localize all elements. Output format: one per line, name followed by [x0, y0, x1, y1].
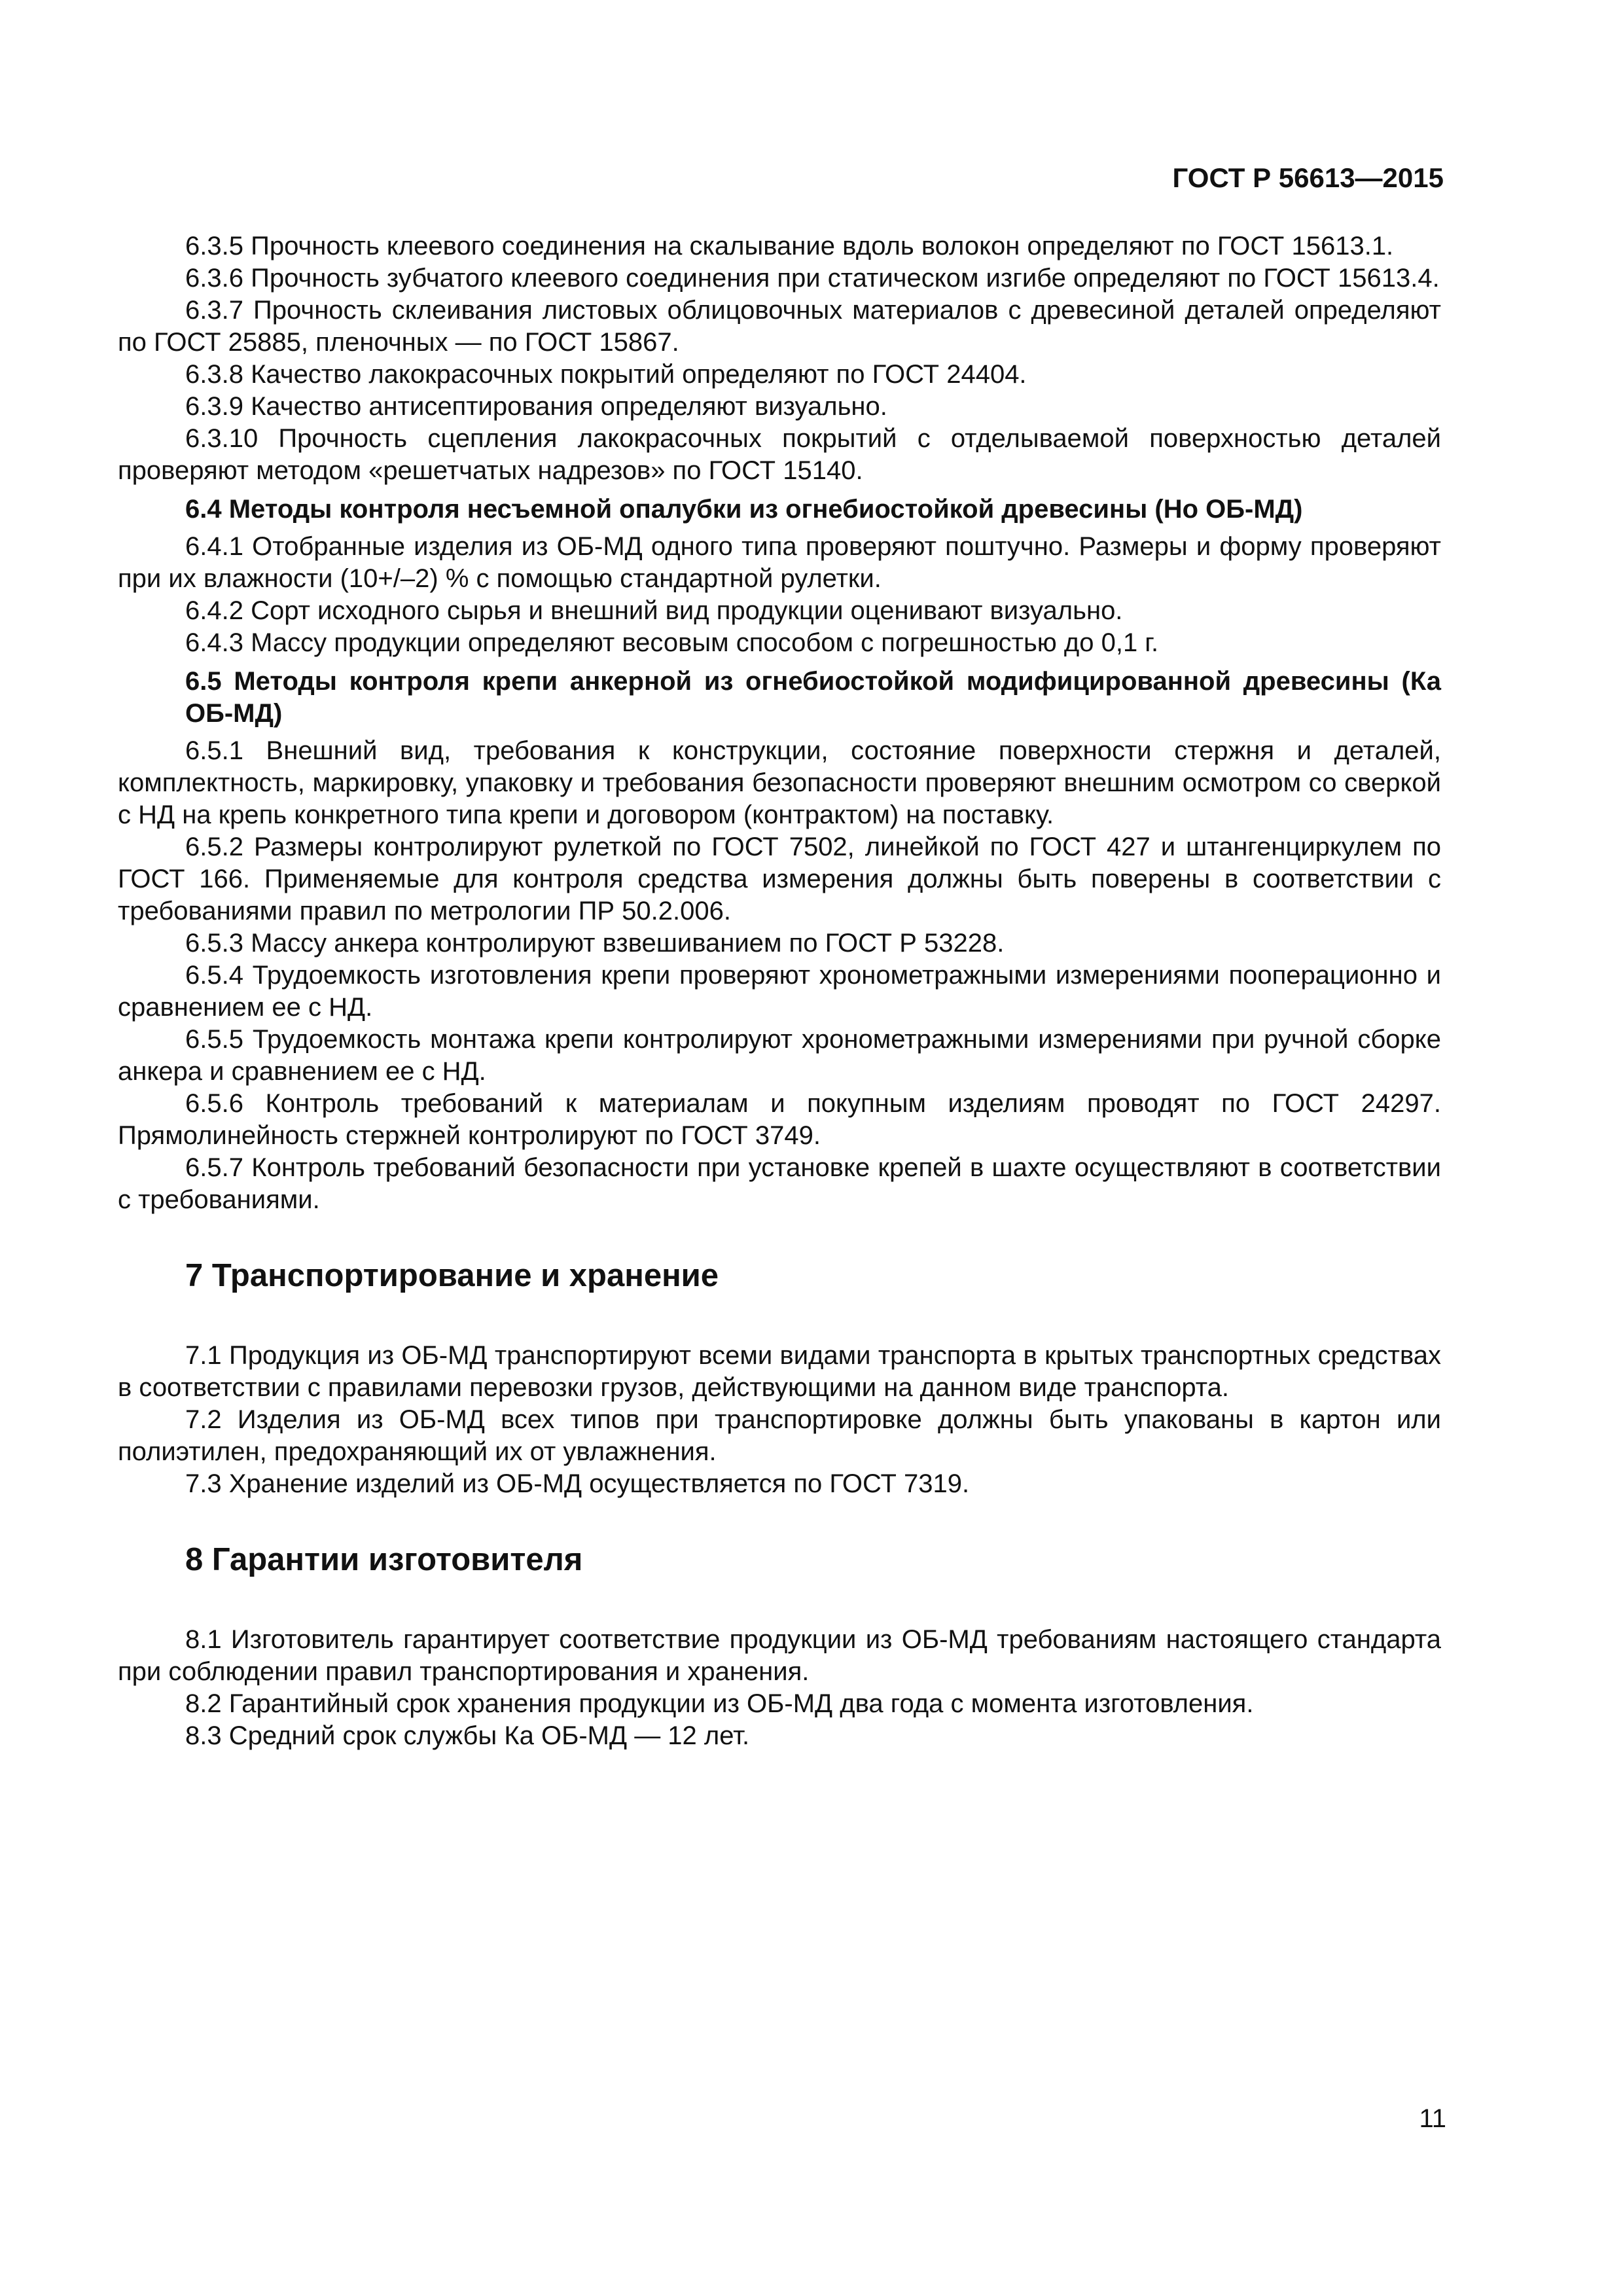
paragraph-6-4-3: 6.4.3 Массу продукции определяют весовым способом с погрешностью до 0,1 г.: [185, 628, 1159, 657]
paragraph-6-5-7: 6.5.7 Контроль требований безопасности при установке крепей в шахте осуществляют в соответствии с требованиями.: [118, 1153, 1441, 1214]
paragraph-6-3-10: 6.3.10 Прочность сцепления лакокрасочных покрытий с отделываемой поверхностью деталей проверяют методом «решетчатых надрезов» по ГОСТ 15140.: [118, 424, 1441, 485]
document-code: ГОСТ Р 56613—2015: [1172, 162, 1444, 193]
paragraph-6-5-4: 6.5.4 Трудоемкость изготовления крепи проверяют хронометражными измерениями пооперационно и сравнением ее с НД.: [118, 961, 1441, 1022]
paragraph-8-2: 8.2 Гарантийный срок хранения продукции из ОБ-МД два года с момента изготовления.: [185, 1689, 1254, 1718]
paragraph-8-3: 8.3 Средний срок службы Ка ОБ-МД — 12 лет.: [185, 1721, 750, 1750]
subsection-heading-6-5: 6.5 Методы контроля крепи анкерной из огнебиостойкой модифицированной древесины (Ка ОБ-МД): [185, 667, 1441, 728]
paragraph-6-3-8: 6.3.8 Качество лакокрасочных покрытий определяют по ГОСТ 24404.: [185, 360, 1027, 389]
section-heading-8: 8 Гарантии изготовителя: [185, 1542, 583, 1577]
paragraph-6-5-6: 6.5.6 Контроль требований к материалам и покупным изделиям проводят по ГОСТ 24297. Прямолинейность стержней контролируют по ГОСТ 3749.: [118, 1089, 1441, 1150]
paragraph-6-5-2: 6.5.2 Размеры контролируют рулеткой по ГОСТ 7502, линейкой по ГОСТ 427 и штангенциркулем по ГОСТ 166. Применяемые для контроля средства измерения должны быть поверены в соответствии с требованиями правил по метрологии ПР 50.2.006.: [118, 833, 1441, 925]
paragraph-6-5-5: 6.5.5 Трудоемкость монтажа крепи контролируют хронометражными измерениями при ручной сборке анкера и сравнением ее с НД.: [118, 1025, 1441, 1086]
paragraph-7-3: 7.3 Хранение изделий из ОБ-МД осуществляется по ГОСТ 7319.: [185, 1469, 970, 1498]
paragraph-6-4-2: 6.4.2 Сорт исходного сырья и внешний вид продукции оценивают визуально.: [185, 596, 1123, 625]
paragraph-6-5-1: 6.5.1 Внешний вид, требования к конструкции, состояние поверхности стержня и деталей, комплектность, маркировку, упаковку и требования безопасности проверяют внешним осмотром со сверкой с НД на крепь конкретного типа крепи и договором (контрактом) на поставку.: [118, 736, 1441, 829]
paragraph-6-4-1: 6.4.1 Отобранные изделия из ОБ-МД одного типа проверяют поштучно. Размеры и форму проверяют при их влажности (10+/–2) % с помощью стандартной рулетки.: [118, 532, 1441, 593]
paragraph-7-1: 7.1 Продукция из ОБ-МД транспортируют всеми видами транспорта в крытых транспортных средствах в соответствии с правилами перевозки грузов, действующими на данном виде транспорта.: [118, 1341, 1441, 1402]
paragraph-6-3-5: 6.3.5 Прочность клеевого соединения на скалывание вдоль волокон определяют по ГОСТ 15613.1.: [185, 232, 1394, 260]
paragraph-6-3-9: 6.3.9 Качество антисептирования определяют визуально.: [185, 392, 887, 421]
subsection-heading-6-4: 6.4 Методы контроля несъемной опалубки из огнебиостойкой древесины (Но ОБ-МД): [185, 495, 1303, 524]
page-number: 11: [1419, 2104, 1446, 2133]
section-heading-7: 7 Транспортирование и хранение: [185, 1258, 719, 1293]
document-body: [118, 230, 1441, 1752]
paragraph-6-5-3: 6.5.3 Массу анкера контролируют взвешиванием по ГОСТ Р 53228.: [185, 929, 1005, 958]
paragraph-8-1: 8.1 Изготовитель гарантирует соответствие продукции из ОБ-МД требованиям настоящего стандарта при соблюдении правил транспортирования и хранения.: [118, 1625, 1441, 1686]
paragraph-6-3-7: 6.3.7 Прочность склеивания листовых облицовочных материалов с древесиной деталей определяют по ГОСТ 25885, пленочных — по ГОСТ 15867.: [118, 296, 1441, 357]
paragraph-7-2: 7.2 Изделия из ОБ-МД всех типов при транспортировке должны быть упакованы в картон или полиэтилен, предохраняющий их от увлажнения.: [118, 1405, 1441, 1466]
paragraph-6-3-6: 6.3.6 Прочность зубчатого клеевого соединения при статическом изгибе определяют по ГОСТ 15613.4.: [185, 264, 1440, 293]
